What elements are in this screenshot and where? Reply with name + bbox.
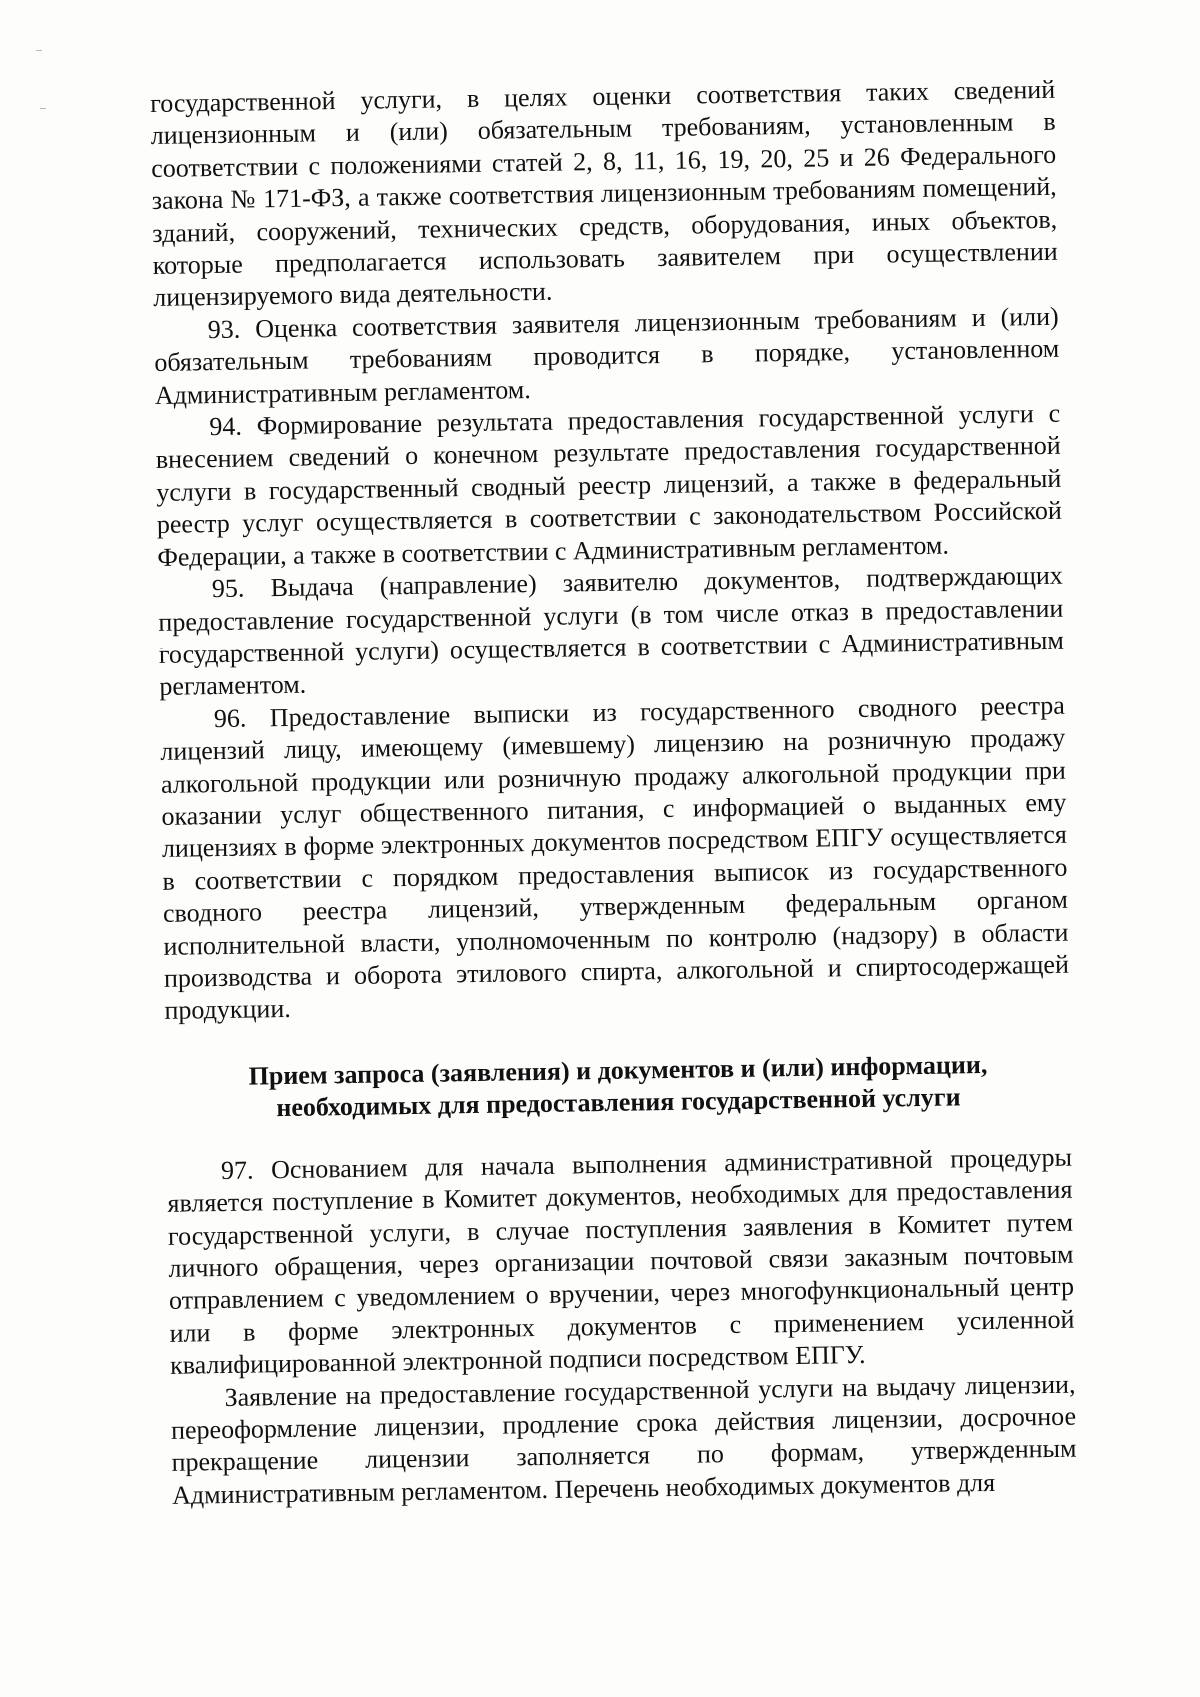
- scan-speck: [36, 50, 42, 51]
- paragraph-97: 97. Основанием для начала выполнения административной процедуры является поступление в Комитет документов, необходимых для предоставления государственной услуги, в случае поступления заявления в Комитет путем личного обращения, через организации почтовой связи заказным почтовым отправлением с уведомлением о вручении, через многофункциональный центр или в форме электронных документов с применением усиленной квалифицированной электронной подписи посредством ЕПГУ.: [167, 1142, 1075, 1381]
- paragraph-application-forms: Заявление на предоставление государственной услуги на выдачу лицензии, переоформление лицензии, продление срока действия лицензии, досрочное прекращение лицензии заполняется по формам, утвержденным Административным регламентом. Перечень необходимых документов для: [170, 1369, 1077, 1510]
- paragraph-96: 96. Предоставление выписки из государственного сводного реестра лицензий лицу, имеющему (имевшему) лицензию на розничную продажу алкогольной продукции или розничную продажу алкогольной продукции при оказании услуг общественного питания, с информацией о выданных ему лицензиях в форме электронных документов посредством ЕПГУ осуществляется в соответствии с порядком предоставления выписок из государственного сводного реестра лицензий, утвержденным федеральным органом исполнительной власти, уполномоченным по контролю (надзору) в области производства и оборота этилового спирта, алкогольной и спиртосодержащей продукции.: [160, 690, 1070, 1026]
- paragraph-continuation: государственной услуги, в целях оценки соответствия таких сведений лицензионным и (или) обязательным требованиям, установленным в соответствии с положениями статей 2, 8, 11, 16, 19, 20, 25 и 26 Федерального закона № 171-ФЗ, а также соответствия лицензионным требованиям помещений, зданий, сооружений, технических средств, оборудования, иных объектов, которые предполагается использовать заявителем при осуществлении лицензируемого вида деятельности.: [150, 74, 1058, 313]
- scan-speck: [40, 108, 46, 109]
- section-heading-line-1: Прием запроса (заявления) и документов и (или) информации,: [248, 1049, 988, 1091]
- document-body: [150, 74, 1077, 1512]
- section-heading-line-2: необходимых для предоставления государственной услуги: [276, 1082, 961, 1122]
- paragraph-94: 94. Формирование результата предоставления государственной услуги с внесением сведений о конечном результате предоставления государственной услуги в государственный сводный реестр лицензий, а также в федеральный реестр услуг осуществляется в соответствии с законодательством Российской Федерации, а также в соответствии с Административным регламентом.: [155, 398, 1062, 572]
- section-heading: [165, 1047, 1071, 1125]
- paragraph-93: 93. Оценка соответствия заявителя лицензионным требованиям и (или) обязательным требованиям проводится в порядке, установленном Административным регламентом.: [154, 301, 1060, 410]
- paragraph-95: 95. Выдача (направление) заявителю документов, подтверждающих предоставление государственной услуги (в том числе отказ в предоставлении государственной услуги) осуществляется в соответствии с Административным регламентом.: [158, 560, 1065, 702]
